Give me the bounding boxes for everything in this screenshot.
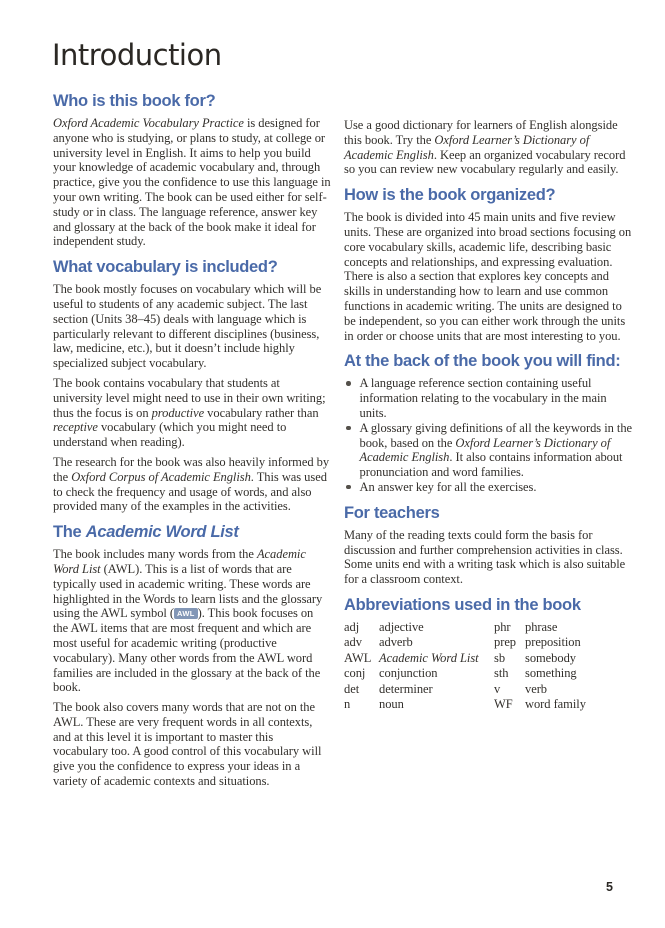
abbr-definition: preposition [525, 635, 581, 650]
paragraph-text: . Keep an organized vocabulary record so you can review new vocabulary regularly and easily. [344, 147, 626, 177]
abbr-definition: adverb [379, 635, 413, 650]
page-title: Introduction [52, 38, 222, 72]
paragraph-text: . This was used to check the frequency and usage of words, and also provided many of the examples in the activities. [53, 469, 327, 514]
abbreviations-table [344, 620, 635, 712]
paragraph-teachers: Many of the reading texts could form the basis for discussion and further comprehension activities in class. Some units end with a writing task which is also suitable for a classroom context. [344, 527, 626, 587]
abbr-definition: conjunction [379, 666, 438, 681]
paragraph-organization: The book is divided into 45 main units and five review units. These are organized into broad sections focusing on core vocabulary skills, academic life, describing basic concepts and relationships, and expressing evaluation. There is also a section that explores key concepts and skills in understanding how to learn and use common functions in academic writing. The units are designed to be independent, so you can either work through the units in order or choose units that are most interesting to you. [344, 210, 632, 343]
paragraph-text: The book includes many words from the [53, 547, 257, 562]
dictionary-title-italic: Oxford Learner’s Dictionary of Academic English [344, 132, 590, 162]
paragraph-text: is designed for anyone who is studying, or plans to study, at college or university level in English. It aims to help you build your knowledge of academic vocabulary and, through practice, give you the confidence to use this language in your own writing. The book can be used either for self-study or in class. The language reference, answer key and glossary at the back of the book make it ideal for independent study. [53, 116, 331, 249]
abbr-definition: noun [379, 696, 404, 711]
left-column [53, 92, 331, 794]
abbr-definition: somebody [525, 650, 576, 665]
bullet-icon [346, 426, 351, 431]
awl-symbol-badge: AWL [174, 608, 198, 619]
dictionary-title-italic: Oxford Learner’s Dictionary of Academic English [359, 435, 611, 465]
abbr-term: n [344, 696, 351, 711]
paragraph-awl [53, 547, 331, 695]
italic-productive: productive [151, 405, 205, 420]
bullet-icon [346, 485, 351, 490]
paragraph-text: The book contains vocabulary that students at university level might need to use in their own writing; thus the focus is on [53, 375, 326, 420]
book-title-italic: Oxford Academic Vocabulary Practice [53, 116, 244, 130]
paragraph-text: (AWL). This is a list of words that are typically used in academic writing. These words are highlighted in the Words to learn lists and the glossary using the AWL symbol ( [53, 561, 323, 621]
heading-academic-word-list [53, 523, 331, 542]
paragraph-productive-receptive [53, 376, 331, 450]
heading-abbreviations: Abbreviations used in the book [344, 595, 581, 614]
abbr-term: AWL [344, 650, 372, 665]
back-of-book-list [344, 376, 635, 494]
bullet-icon [346, 381, 351, 386]
italic-receptive: receptive [53, 420, 98, 435]
paragraph-text: vocabulary rather than [204, 405, 319, 420]
abbr-definition: something [525, 666, 577, 681]
abbr-term: conj [344, 666, 366, 681]
paragraph-research [53, 455, 331, 514]
abbr-term: sb [494, 650, 506, 665]
page-number: 5 [606, 880, 613, 894]
paragraph-non-awl-words: The book also covers many words that are not on the AWL. These are very frequent words in all contexts, and at this level it is important to master this vocabulary too. A good control of this vocabulary will give you the confidence to express your ideas in a variety of academic contexts and situations. [53, 700, 322, 789]
abbr-definition: determiner [379, 681, 433, 696]
abbr-term: adj [344, 619, 360, 634]
corpus-title-italic: Oxford Corpus of Academic English [71, 469, 251, 484]
heading-how-organized: How is the book organized? [344, 186, 556, 205]
right-column [344, 118, 635, 712]
list-item-text: A language reference section containing useful information relating to the vocabulary in the main units. [359, 376, 607, 420]
abbr-term: WF [494, 696, 513, 711]
list-item-text: An answer key for all the exercises. [359, 479, 537, 494]
heading-text: The [53, 523, 86, 542]
abbr-term: adv [344, 635, 362, 650]
abbr-term: v [494, 681, 501, 696]
list-item [344, 480, 635, 495]
awl-title-italic: Academic Word List [53, 547, 306, 576]
paragraph-vocab-focus: The book mostly focuses on vocabulary which will be useful to students of any academic subject. The last section (Units 38–45) deals with language which is particularly relevant to different disciplines (business, law, medicine, etc.), but it doesn’t include highly specialized subject vocabulary. [53, 282, 322, 371]
paragraph-text: Use a good dictionary for learners of English alongside this book. Try the [344, 118, 618, 147]
paragraph-text: A glossary giving definitions of all the keywords in the book, based on the [359, 420, 633, 450]
abbr-term: prep [494, 635, 517, 650]
abbr-definition: verb [525, 681, 548, 696]
abbr-definition: Academic Word List [379, 650, 479, 665]
heading-for-teachers: For teachers [344, 503, 440, 522]
paragraph-who-for [53, 116, 331, 249]
list-item [344, 376, 635, 420]
abbr-term: sth [494, 666, 509, 681]
list-item-text [360, 421, 636, 480]
abbr-definition: word family [525, 696, 586, 711]
abbr-term: det [344, 681, 360, 696]
abbr-definition: phrase [525, 619, 558, 634]
heading-who-is-this-book-for: Who is this book for? [53, 92, 216, 110]
paragraph-text: The research for the book was also heavily informed by the [53, 454, 330, 484]
heading-awl-italic: Academic Word List [85, 523, 239, 542]
abbr-definition: adjective [379, 619, 424, 634]
paragraph-text: vocabulary (which you might need to understand when reading). [53, 420, 287, 450]
paragraph-dictionary-advice [344, 118, 635, 177]
paragraph-text: ). This book focuses on the AWL items that are most frequent and which are most useful for academic writing (productive vocabulary). Many other words from the AWL word families are included in the glossary at the back of the book. [53, 606, 321, 695]
heading-back-of-book: At the back of the book you will find: [344, 352, 621, 371]
heading-what-vocabulary: What vocabulary is included? [53, 258, 278, 277]
paragraph-text: . It also contains information about pronunciation and word families. [359, 450, 623, 480]
list-item [344, 421, 635, 480]
abbr-term: phr [494, 619, 511, 634]
